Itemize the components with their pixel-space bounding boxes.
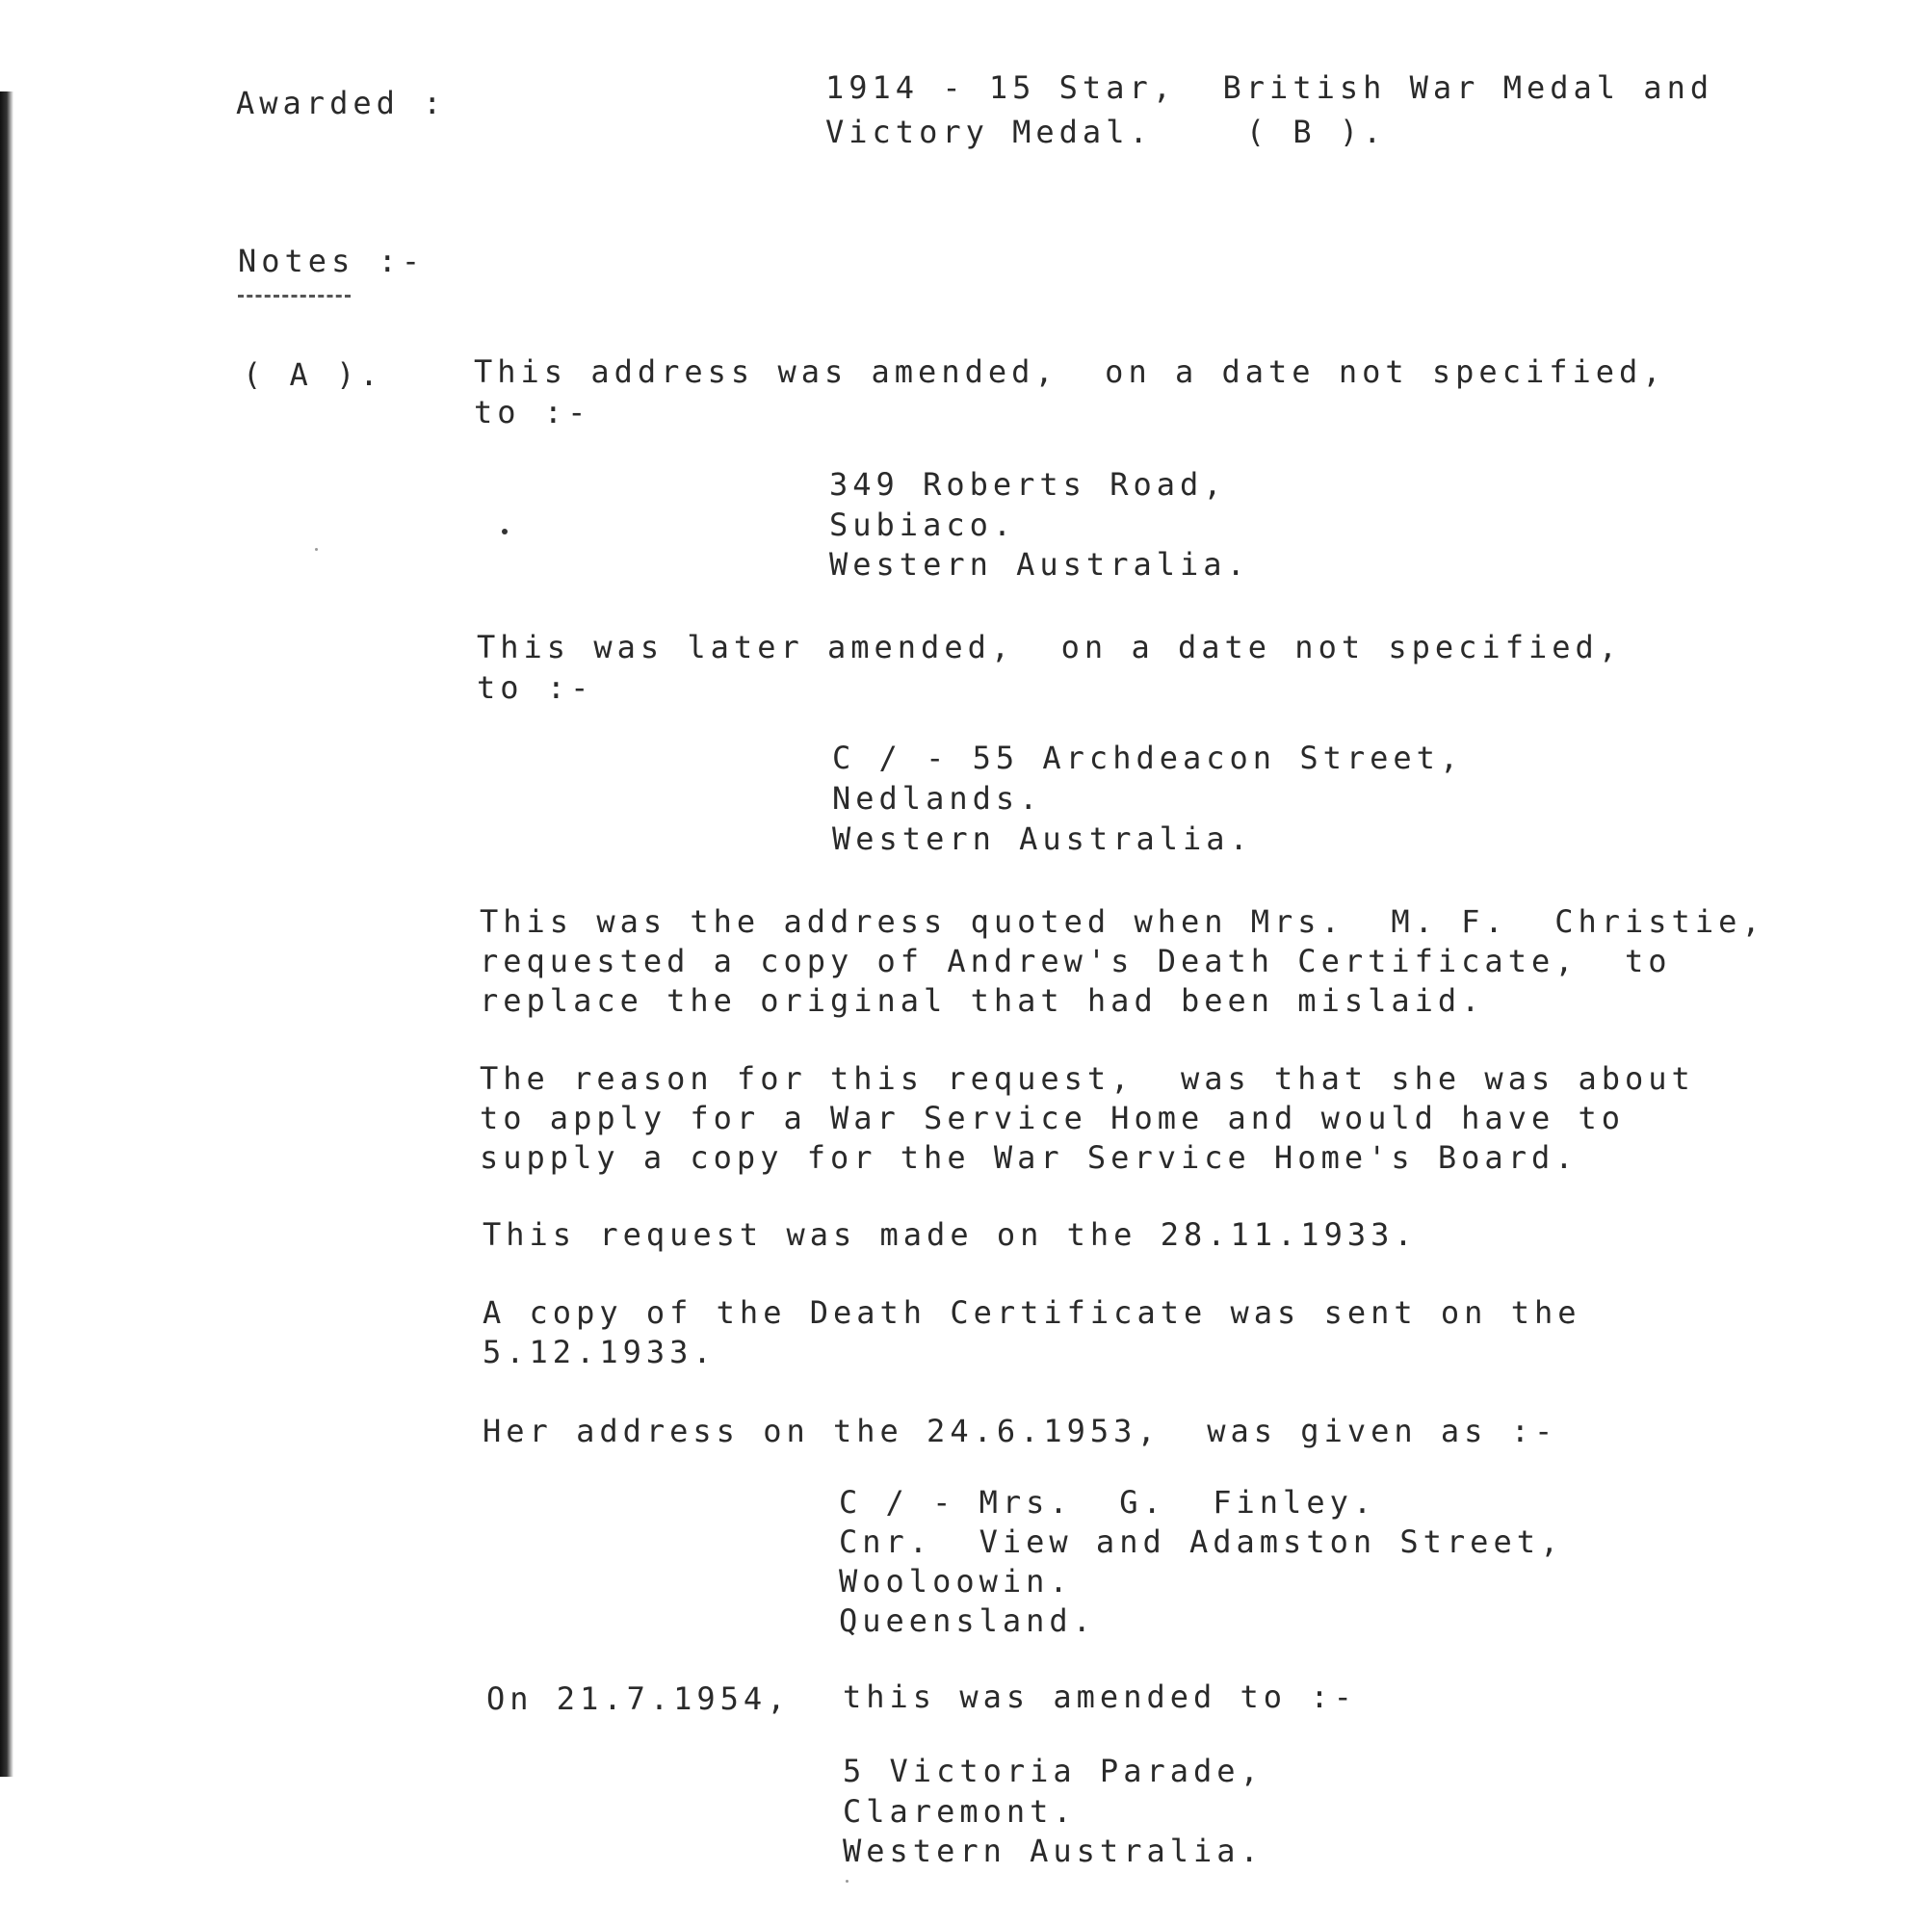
address-4-line-1: 5 Victoria Parade, xyxy=(843,1753,1264,1789)
scan-speck xyxy=(846,1880,849,1883)
note-marker-a: ( A ). xyxy=(243,356,383,393)
scan-speck xyxy=(502,529,508,534)
para-3-line-1: This was the address quoted when Mrs. M. F. Christie, xyxy=(480,903,1765,940)
para-4-line-3: supply a copy for the War Service Home's Board. xyxy=(480,1139,1579,1176)
address-2-line-3: Western Australia. xyxy=(832,820,1253,857)
para-7: Her address on the 24.6.1953, was given as :- xyxy=(483,1413,1558,1449)
para-3-line-3: replace the original that had been mislaid. xyxy=(480,982,1485,1019)
scan-edge-shadow xyxy=(0,91,13,1777)
awarded-label: Awarded : xyxy=(236,85,447,121)
scan-speck xyxy=(315,548,318,551)
para-6-line-1: A copy of the Death Certificate was sent on the xyxy=(483,1294,1581,1331)
para-2-line-2: to :- xyxy=(477,669,594,706)
address-1-line-3: Western Australia. xyxy=(829,546,1250,583)
para-8-date: On 21.7.1954, xyxy=(486,1680,791,1717)
notes-heading: Notes :- xyxy=(238,243,426,279)
awarded-line-2: Victory Medal. ( B ). xyxy=(825,114,1387,150)
para-6-line-2: 5.12.1933. xyxy=(483,1334,717,1370)
address-3-line-1: C / - Mrs. G. Finley. xyxy=(839,1484,1377,1521)
para-8-text: this was amended to :- xyxy=(843,1679,1357,1715)
para-3-line-2: requested a copy of Andrew's Death Certificate, to xyxy=(480,943,1672,979)
para-5: This request was made on the 28.11.1933. xyxy=(483,1216,1418,1253)
para-2-line-1: This was later amended, on a date not specified, xyxy=(477,629,1623,665)
address-1-line-2: Subiaco. xyxy=(829,507,1017,543)
para-4-line-2: to apply for a War Service Home and would have to xyxy=(480,1100,1626,1136)
awarded-line-1: 1914 - 15 Star, British War Medal and xyxy=(825,69,1714,106)
address-1-line-1: 349 Roberts Road, xyxy=(829,466,1227,503)
address-2-line-2: Nedlands. xyxy=(832,780,1043,817)
notes-heading-underline xyxy=(238,295,351,298)
address-3-line-2: Cnr. View and Adamston Street, xyxy=(839,1523,1564,1560)
address-4-line-2: Claremont. xyxy=(843,1793,1077,1830)
address-3-line-4: Queensland. xyxy=(839,1602,1096,1639)
address-2-line-1: C / - 55 Archdeacon Street, xyxy=(832,740,1464,776)
address-4-line-3: Western Australia. xyxy=(843,1833,1264,1869)
note-a-line-1: This address was amended, on a date not specified, xyxy=(474,353,1666,390)
para-4-line-1: The reason for this request, was that she was about xyxy=(480,1060,1695,1097)
note-a-line-2: to :- xyxy=(474,394,591,430)
address-3-line-3: Wooloowin. xyxy=(839,1563,1073,1600)
